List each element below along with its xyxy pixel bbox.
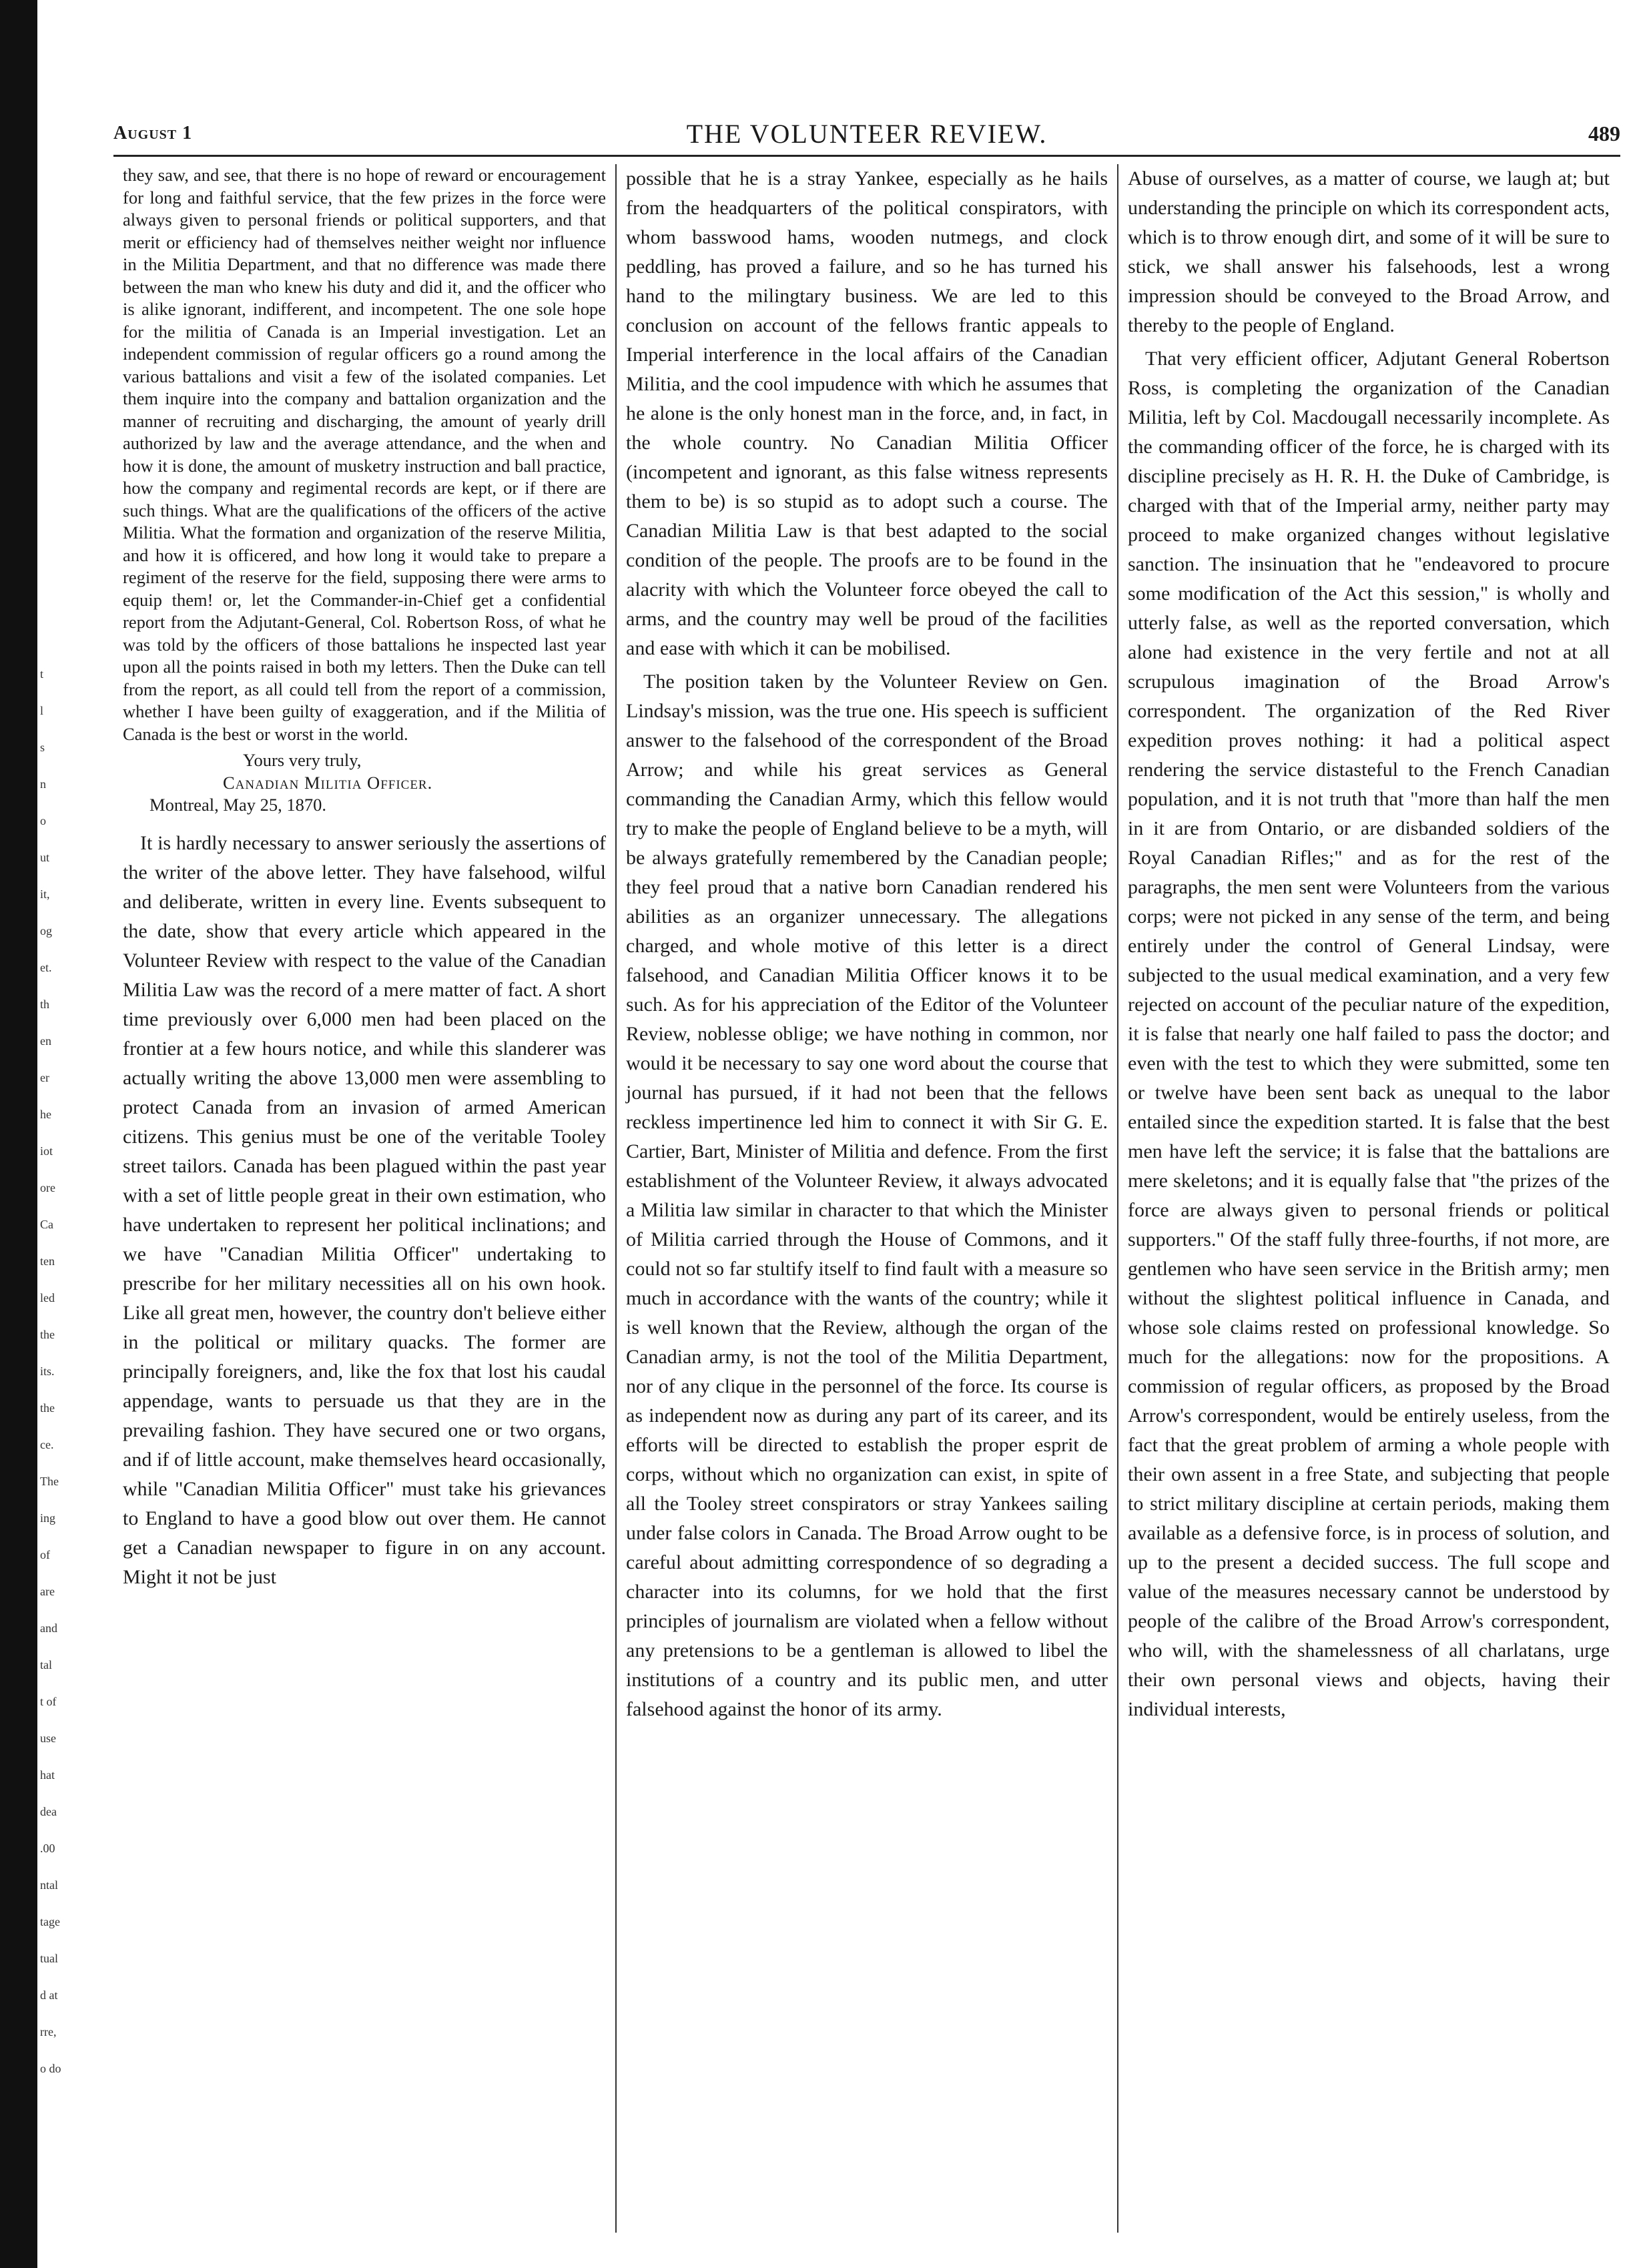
column-3-paragraph-1: Abuse of ourselves, as a matter of course, we laugh at; but understanding the principle on which its correspondent acts, which is to throw enough dirt, and some of it will be sure to stick, we shall answer his falsehoods, lest a wrong impression should be conveyed to the Broad Arrow, and thereby to the people of England. xyxy=(1128,167,1610,336)
margin-fragment: ntal xyxy=(40,1878,58,1892)
column-3-paragraph-2: That very efficient officer, Adjutant General Robertson Ross, is completing the organization of the Canadian Militia, left by Col. Macdougall necessarily incomplete. As the commanding officer of the force, he is charged with its discipline precisely as H. R. H. the Duke of Cambridge, is charged with that of the Imperial army, neither party may proceed to make organized changes without legislative sanction. The insinuation that he "endeavored to procure some modification of the Act this session," is wholly and utterly false, as well as the reported conversation, which alone had existence in the very fertile and not at all scrupulous imagination of the Broad Arrow's correspondent. The organization of the Red River expedition proves nothing: it had a political aspect rendering the service distasteful to the French Canadian population, and it is not truth that "more than half the men in it are from Ontario, or are disbanded soldiers of the Royal Canadian Rifles;" and as for the rest of the paragraphs, the men sent were Volunteers from the various corps; were not picked in any sense of the term, and being entirely under the control of General Lindsay, were subjected to the usual medical examination, and a very few rejected on account of the peculiar nature of the expedition, it is false that nearly one half failed to pass the doctor; and even with the test to which they were submitted, some ten or twelve have been sent back as unequal to the labor entailed since the expedition started. It is false that the best men have left the service; it is false that the battalions are mere skeletons; and it is equally false that "the prizes of the force are always given to personal friends or political supporters." Of the staff fully three-fourths, if not more, are gentlemen who have seen service in the British army; men without the slightest political influence in Canada, and whose sole claims rested on professional knowledge. So much for the allegations: now for the propositions. A commission of regular officers, as proposed by the Broad Arrow's correspondent, would be entirely useless, from the fact that the great problem of arming a whole people with their own assent in a free State, and subjecting that people to strict military discipline at certain periods, making them available as a defensive force, is in process of solution, and up to the present a decided success. The full scope and value of the measures necessary cannot be understood by people of the calibre of the Broad Arrow's correspondent, who will, with the shamelessness of all charlatans, urge their own personal views and objects, having their individual interests, xyxy=(1128,348,1610,1720)
page-header xyxy=(113,113,1620,153)
margin-fragment: s xyxy=(40,741,45,754)
margin-fragment: tage xyxy=(40,1915,60,1928)
margin-fragment: Ca xyxy=(40,1218,53,1231)
editorial-paragraph: It is hardly necessary to answer seriously the assertions of the writer of the above letter. They have falsehood, wilful and deliberate, written in every line. Events subsequent to the date, show that every article which appeared in the Volunteer Review with respect to the value of the Canadian Militia Law was the record of a mere matter of fact. A short time previously over 6,000 men had been placed on the frontier at a few hours notice, and while this slanderer was actually writing the above 13,000 men were assembling to protect Canada from an invasion of armed American citizens. This genius must be one of the veritable Tooley street tailors. Canada has been plagued within the past year with a set of little people great in their own estimation, who have undertaken to represent her political inclinations; and we have "Canadian Militia Officer" undertaking to prescribe for her military necessities all on his own hook. Like all great men, however, the country don't believe either in the political or military quacks. The former are principally foreigners, and, like the fox that lost his caudal appendage, wants to persuade us that they are in the prevailing fashion. They have secured one or two organs, and if of little account, make themselves heard occasionally, while "Canadian Militia Officer" must take his grievances to England to have a good blow out over them. He cannot get a Canadian newspaper to figure in on any account. Might it not be just xyxy=(123,831,606,1588)
margin-fragment: ten xyxy=(40,1254,55,1268)
publication-title: THE VOLUNTEER REVIEW. xyxy=(686,118,1048,149)
margin-fragment: The xyxy=(40,1475,59,1488)
letter-signoff xyxy=(123,749,606,817)
margin-fragment: are xyxy=(40,1585,55,1598)
letter-paragraph: they saw, and see, that there is no hope of reward or encouragement for long and faithful service, that the few prizes in the force were always given to personal friends or political supporters, and that merit or efficiency had of themselves neither weight nor influence in the Militia Department, and that no difference was made there between the man who knew his duty and did it, and the officer who is alike ignorant, indifferent, and incompetent. The one sole hope for the militia of Canada is an Imperial investigation. Let an independent commission of regular officers go a round among the various battalions and visit a few of the isolated companies. Let them inquire into the company and battalion organization and the manner of recruiting and discharging, the amount of yearly drill authorized by law and the average attendance, and the when and how it is done, the amount of musketry instruction and ball practice, how the company and regimental records are kept, or if there are such things. What are the qualifications of the officers of the active Militia. What the formation and organization of the reserve Militia, and how it is officered, and how long it would take to prepare a regiment of the reserve for the field, supposing there were arms to equip them! or, let the Commander-in-Chief get a confidential report from the Adjutant-General, Col. Robertson Ross, of what he was told by the officers of those battalions he inspected last year upon all the points raised in both my letters. Then the Duke can tell from the report, as all could tell from the report of a commission, whether I have been guilty of exaggeration, and if the Militia of Canada is the best or worst in the world. xyxy=(123,165,606,744)
margin-fragment: n xyxy=(40,777,46,791)
margin-fragment: t xyxy=(40,667,44,681)
margin-fragment: ore xyxy=(40,1181,55,1194)
adjacent-page-margin xyxy=(40,667,71,2075)
margin-fragment: its. xyxy=(40,1365,55,1378)
margin-fragment: he xyxy=(40,1108,51,1121)
column-3 xyxy=(1117,164,1619,2233)
margin-fragment: use xyxy=(40,1732,56,1745)
margin-fragment: ut xyxy=(40,851,50,864)
column-2-paragraph-2: The position taken by the Volunteer Review on Gen. Lindsay's mission, was the true one. His speech is sufficient answer to the falsehood of the correspondent of the Broad Arrow; and while his great services as General commanding the Canadian Army, which this fellow would try to make the people of England believe to be a myth, will be always gratefully remembered by the Canadian people; they feel proud that a native born Canadian rendered his abilities as an organizer unnecessary. The allegations charged, and whole motive of this letter is a direct falsehood, and Canadian Militia Officer knows it to be such. As for his appreciation of the Editor of the Volunteer Review, noblesse oblige; we have nothing in common, nor would it be necessary to say one word about the course that journal has pursued, if it had not been that the fellows reckless impertinence led him to connect it with Sir G. E. Cartier, Bart, Minister of Militia and defence. From the first establishment of the Volunteer Review, it always advocated a Militia law similar in character to that which the Minister of Militia carried through the House of Commons, and it could not so far stultify itself to find fault with a measure so much in accordance with the wants of the country; while it is well known that the Review, although the organ of the Canadian army, is not the tool of the Militia Department, nor of any clique in the personnel of the force. Its course is as independent now as during any part of its career, and its efforts will be directed to establish the proper esprit de corps, without which no organization can exist, in spite of all the Tooley street conspirators or stray Yankees sailing under false colors in Canada. The Broad Arrow ought to be careful about admitting correspondence of so degrading a character into its columns, for we hold that the first principles of journalism are violated when a fellow without any pretensions to be a gentleman is allowed to libel the institutions of a country and its public men, and utter falsehood against the honor of its army. xyxy=(626,671,1108,1720)
margin-fragment: led xyxy=(40,1291,55,1304)
margin-fragment: en xyxy=(40,1034,51,1048)
page-number: 489 xyxy=(1588,121,1620,145)
margin-fragment: it, xyxy=(40,887,50,901)
column-1 xyxy=(113,164,615,2233)
article-columns xyxy=(113,164,1620,2233)
column-2-paragraph-1: possible that he is a stray Yankee, especially as he hails from the headquarters of the political conspirators, with whom basswood hams, wooden nutmegs, and clock peddling, has proved a failure, and so he has turned his hand to the milingtary business. We are led to this conclusion on account of the fellows frantic appeals to Imperial interference in the local affairs of the Canadian Militia, and the cool impudence with which he assumes that he alone is the only honest man in the force, and, in fact, in the whole country. No Canadian Militia Officer (incompetent and ignorant, as this false witness represents them to be) is so stupid as to adopt such a course. The Canadian Militia Law is that best adapted to the social condition of the people. The proofs are to be found in the alacrity with which the Volunteer force obeyed the call to arms, and the country may well be proud of the facilities and ease with which it can be mobilised. xyxy=(626,167,1108,659)
binding-spine xyxy=(0,0,37,2268)
header-date: August 1 xyxy=(113,123,193,143)
margin-fragment: t of xyxy=(40,1695,57,1708)
margin-fragment: hat xyxy=(40,1768,55,1782)
margin-fragment: er xyxy=(40,1071,49,1084)
margin-fragment: ing xyxy=(40,1511,56,1525)
column-2 xyxy=(615,164,1117,2233)
margin-fragment: the xyxy=(40,1328,55,1341)
margin-fragment: iot xyxy=(40,1144,53,1158)
letter-place-date: Montreal, May 25, 1870. xyxy=(149,795,326,815)
header-rule xyxy=(113,155,1620,157)
margin-fragment: the xyxy=(40,1401,55,1415)
margin-fragment: et. xyxy=(40,961,52,974)
margin-fragment: tal xyxy=(40,1658,52,1671)
margin-fragment: o xyxy=(40,814,46,827)
letter-closing: Yours very truly, xyxy=(243,750,362,770)
margin-fragment: tual xyxy=(40,1952,58,1965)
margin-fragment: of xyxy=(40,1548,50,1561)
margin-fragment: .00 xyxy=(40,1842,55,1855)
margin-fragment: d at xyxy=(40,1988,58,2002)
margin-fragment: and xyxy=(40,1621,57,1635)
letter-signer: Canadian Militia Officer. xyxy=(223,772,433,793)
margin-fragment: dea xyxy=(40,1805,57,1818)
margin-fragment: th xyxy=(40,998,50,1011)
margin-fragment: l xyxy=(40,704,44,717)
margin-fragment: o do xyxy=(40,2062,61,2075)
margin-fragment: rre, xyxy=(40,2025,57,2038)
margin-fragment: og xyxy=(40,924,52,937)
margin-fragment: ce. xyxy=(40,1438,54,1451)
